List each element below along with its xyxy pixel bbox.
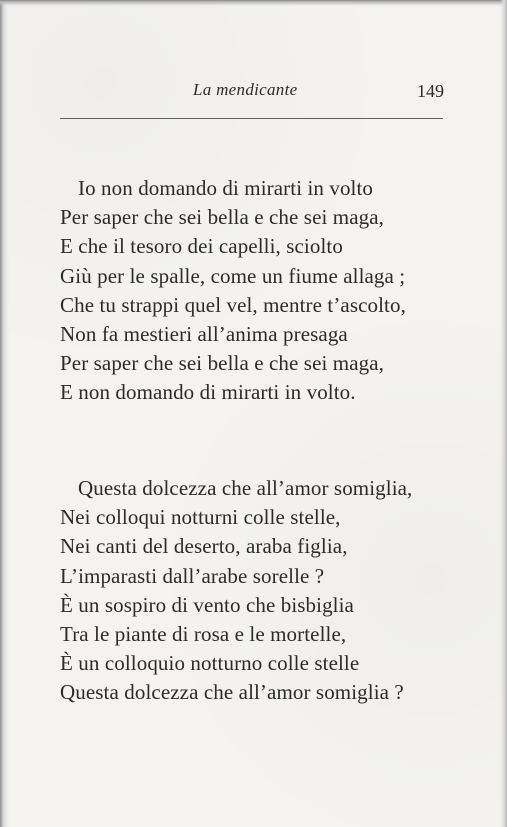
- stanza-2: [60, 474, 450, 708]
- poem-line: Per saper che sei bella e che sei maga,: [60, 351, 384, 376]
- poem-line: L’imparasti dall’arabe sorelle ?: [60, 563, 325, 588]
- poem-line: Io non domando di mirarti in volto: [78, 176, 374, 200]
- poem-line: Questa dolcezza che all’amor somiglia,: [78, 476, 413, 500]
- poem-line: Che tu strappi quel vel, mentre t’ascolto,: [60, 292, 406, 317]
- poem-line: Per saper che sei bella e che sei maga,: [60, 205, 384, 230]
- page-right-shadow: [500, 0, 507, 827]
- poem-line: È un colloquio notturno colle stelle: [60, 651, 360, 676]
- poem-line: Non fa mestieri all’anima presaga: [60, 321, 348, 346]
- poem-line: È un sospiro di vento che bisbiglia: [60, 592, 354, 617]
- poem-line: Giù per le spalle, come un fiume allaga ;: [60, 263, 406, 288]
- page-header: [60, 80, 446, 108]
- running-title: La mendicante: [193, 80, 298, 99]
- poem-line: Nei colloqui notturni colle stelle,: [60, 505, 341, 530]
- poem-line: E che il tesoro dei capelli, sciolto: [60, 234, 343, 259]
- stanza-1: [60, 174, 450, 408]
- poem-line: Tra le piante di rosa e le mortelle,: [60, 621, 347, 646]
- page-left-shadow: [0, 0, 10, 827]
- page-number: 149: [417, 81, 444, 101]
- header-rule: [60, 118, 443, 119]
- poem-line: Questa dolcezza che all’amor somiglia ?: [60, 680, 404, 705]
- page-top-shadow: [0, 0, 507, 6]
- poem-line: E non domando di mirarti in volto.: [60, 380, 356, 405]
- poem-line: Nei canti del deserto, araba figlia,: [60, 534, 348, 559]
